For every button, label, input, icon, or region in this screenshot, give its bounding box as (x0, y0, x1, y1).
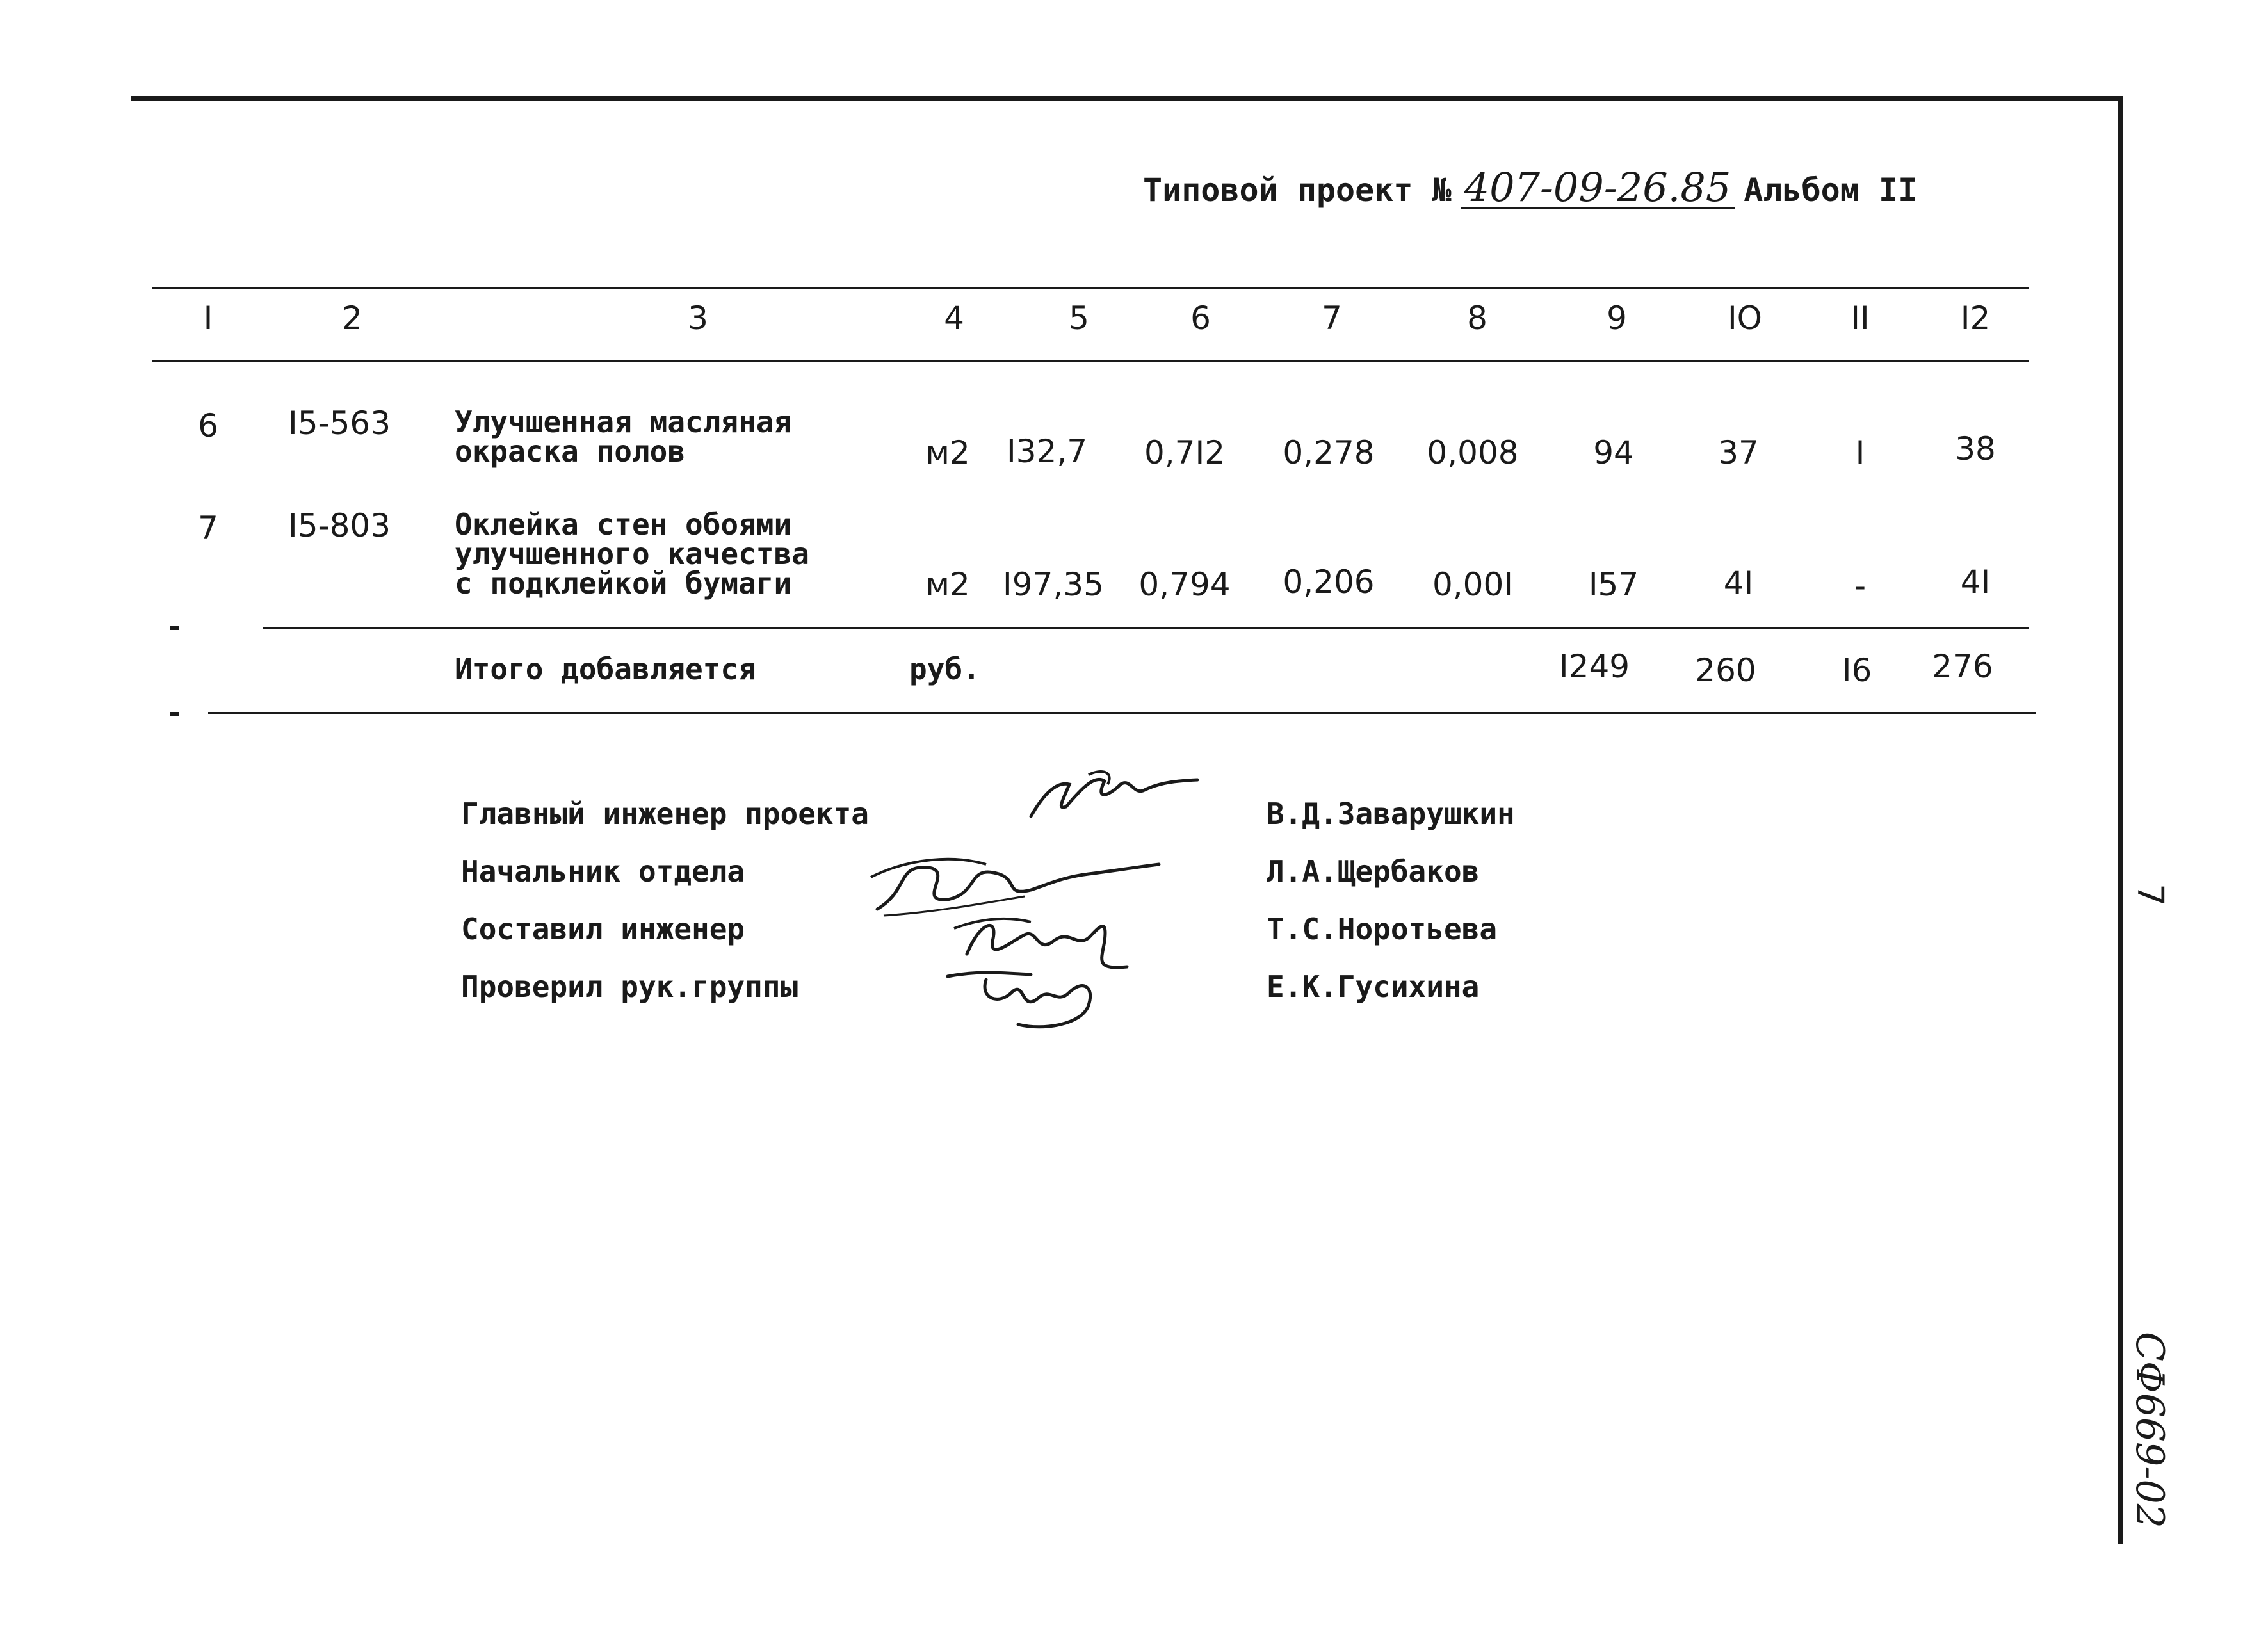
value-col12: 4I (1960, 563, 1991, 601)
column-header: IO (1727, 300, 1763, 337)
work-description: Улучшенная масляная окраска полов (455, 405, 792, 469)
value-col11: I (1855, 434, 1865, 471)
column-header: 3 (688, 300, 708, 337)
value-col10: 4I (1723, 565, 1754, 602)
column-header: 6 (1190, 300, 1211, 337)
value-col6: 0,794 (1138, 566, 1231, 603)
signature-name: В.Д.Заварушкин (1267, 796, 1515, 831)
rule-mark (170, 626, 179, 630)
unit: м2 (925, 566, 970, 603)
quantity: I32,7 (1006, 433, 1088, 470)
value-col8: 0,008 (1427, 434, 1519, 471)
rate-code: I5-803 (288, 507, 391, 544)
page-number: 7 (2129, 884, 2171, 907)
value-col12: 38 (1955, 430, 1996, 467)
total-col10: 260 (1695, 652, 1756, 689)
value-col9: 94 (1593, 434, 1634, 471)
column-header: 9 (1607, 300, 1627, 337)
signature-role: Проверил рук.группы (461, 969, 798, 1004)
document-header (1143, 164, 1918, 211)
total-label: Итого добавляется (455, 652, 756, 686)
value-col8: 0,00I (1432, 566, 1514, 603)
handwritten-signature (1018, 756, 1210, 832)
row-number: 6 (198, 407, 218, 444)
row-number: 7 (198, 510, 218, 547)
column-header: 4 (944, 300, 964, 337)
frame-top-line (131, 96, 2123, 101)
table-rows-rule (263, 627, 2029, 629)
total-col11: I6 (1842, 652, 1872, 689)
column-header: I (203, 300, 213, 337)
work-description: Оклейка стен обоями улучшенного качества с подклейкой бумаги (455, 507, 809, 601)
frame-right-line (2118, 97, 2123, 1544)
table-bottom-rule (208, 712, 2036, 714)
album-label: Альбом II (1744, 172, 1918, 209)
total-col12: 276 (1932, 648, 1993, 685)
value-col11: - (1854, 567, 1867, 604)
rule-mark (170, 712, 179, 716)
column-header: 2 (342, 300, 362, 337)
column-header: 5 (1069, 300, 1089, 337)
value-col7: 0,278 (1283, 434, 1375, 471)
unit: м2 (925, 434, 970, 471)
value-col10: 37 (1718, 434, 1759, 471)
archive-code: СФ669-02 (2127, 1332, 2172, 1528)
value-col6: 0,7I2 (1144, 434, 1226, 471)
total-col9: I249 (1559, 648, 1630, 685)
signature-role: Начальник отдела (461, 854, 745, 889)
value-col9: I57 (1588, 566, 1639, 603)
signature-name: Е.К.Гусихина (1267, 969, 1480, 1004)
total-unit: руб. (909, 652, 980, 686)
signature-name: Л.А.Щербаков (1267, 854, 1480, 889)
value-col7: 0,206 (1283, 563, 1375, 601)
column-header: 7 (1322, 300, 1342, 337)
project-number: 407-09-26.85 (1461, 168, 1735, 209)
quantity: I97,35 (1003, 566, 1104, 603)
signature-role: Главный инженер проекта (461, 796, 869, 831)
signature-name: Т.С.Норотьева (1267, 912, 1498, 946)
handwritten-signature (941, 960, 1108, 1037)
header-prefix: Типовой проект № (1143, 172, 1452, 209)
signature-role: Составил инженер (461, 912, 745, 946)
column-header: 8 (1467, 300, 1487, 337)
table-header-rule (152, 360, 2029, 362)
table-top-rule (152, 287, 2029, 289)
column-header: II (1851, 300, 1870, 337)
column-header: I2 (1960, 300, 1991, 337)
rate-code: I5-563 (288, 405, 391, 442)
